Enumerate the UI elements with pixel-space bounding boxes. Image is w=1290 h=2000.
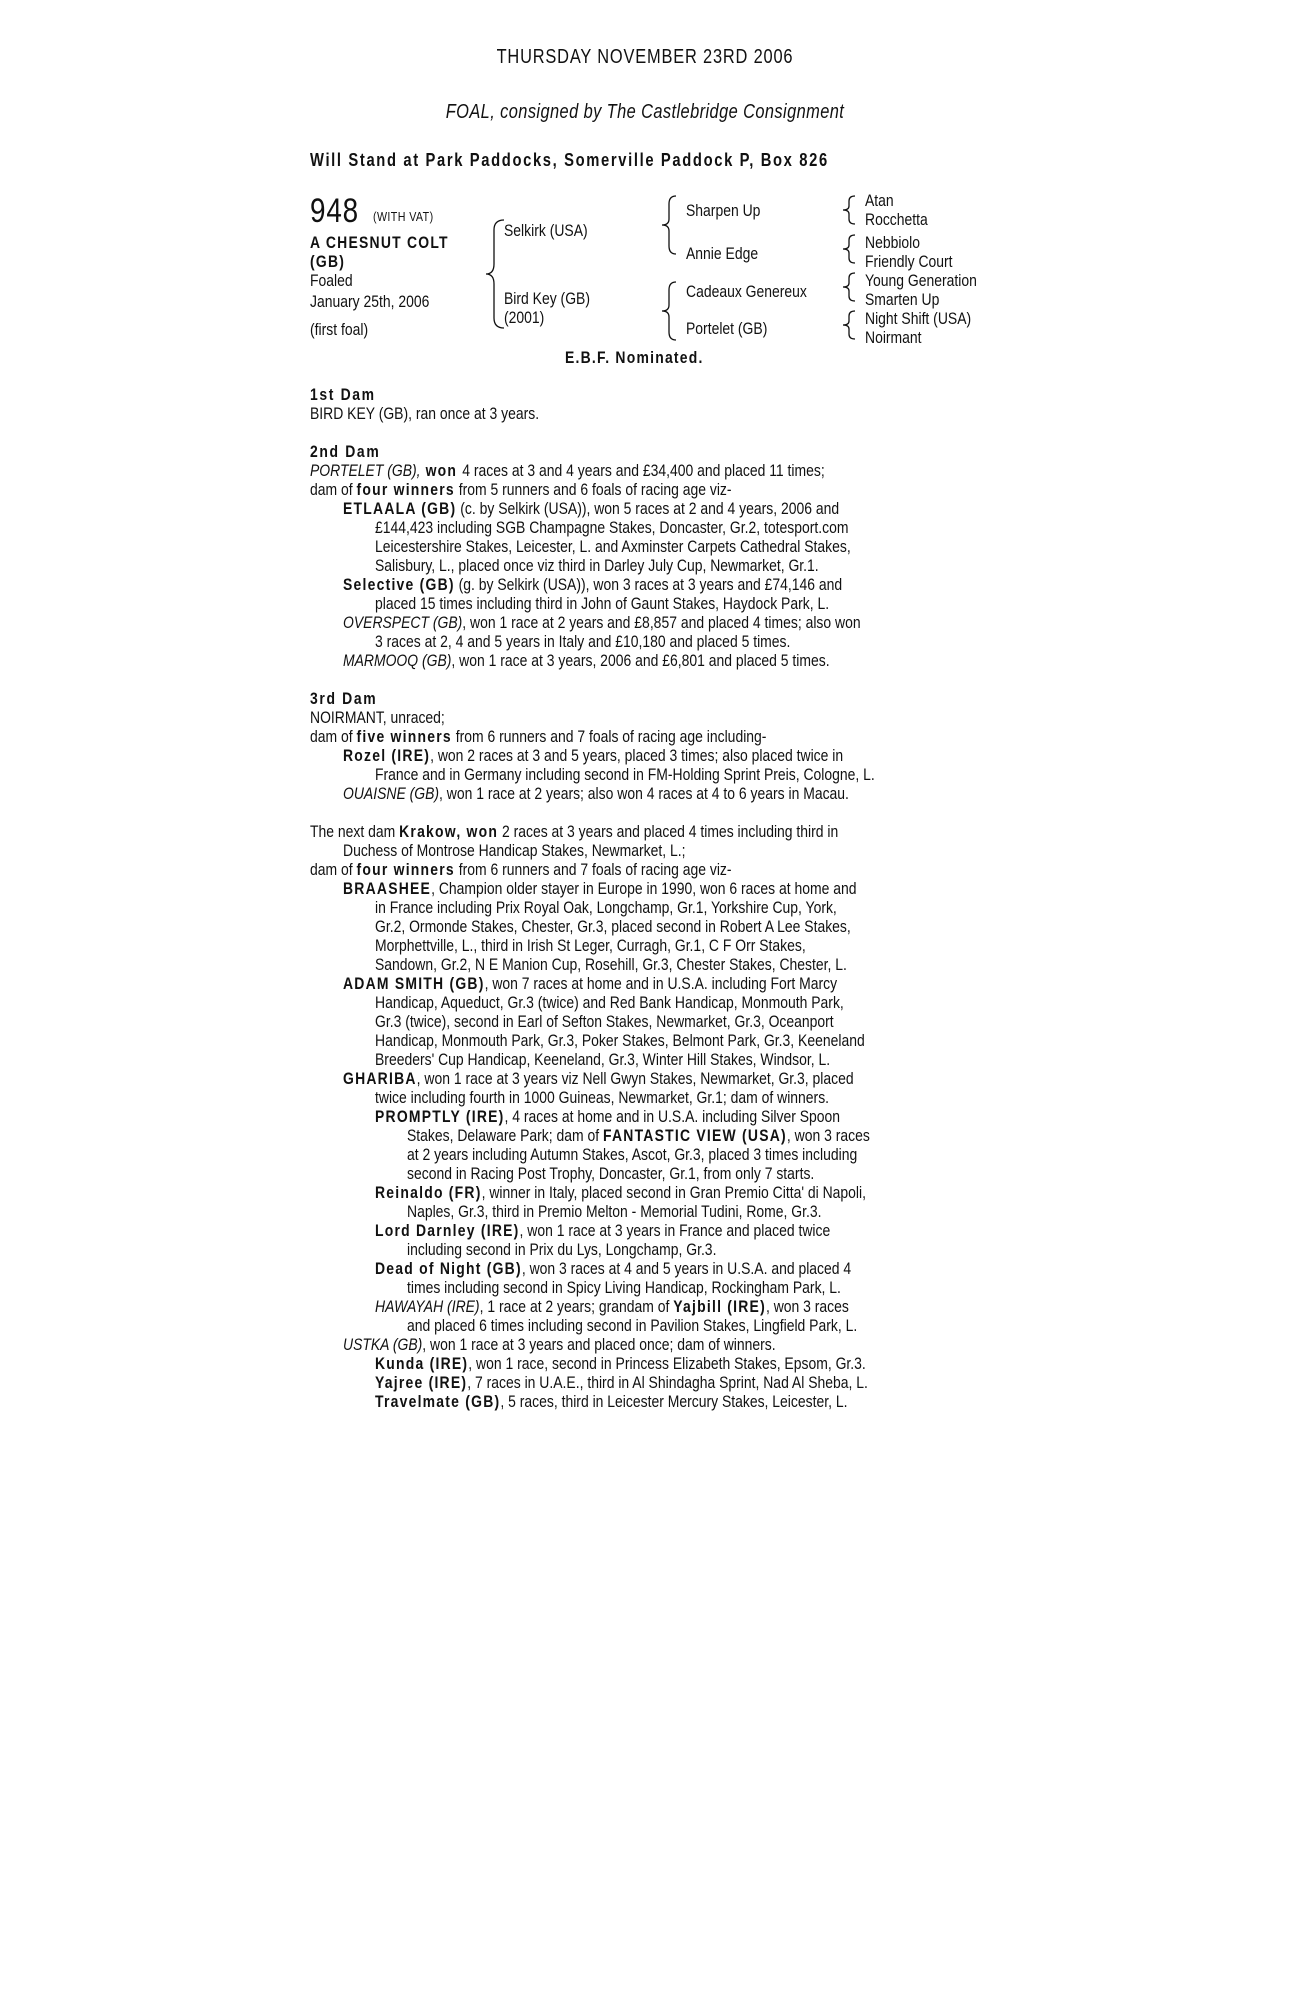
- produce-promptly-cont: Stakes, Delaware Park; dam of FANTASTIC VIEW (USA), won 3 races: [407, 1126, 870, 1145]
- first-dam-text: BIRD KEY (GB), ran once at 3 years.: [310, 404, 540, 423]
- pedigree-dam-year: (2001): [504, 308, 545, 327]
- pedigree-sire-dam: Annie Edge: [686, 244, 759, 263]
- produce-marmooq: MARMOOQ (GB), won 1 race at 3 years, 2006 and £6,801 and placed 5 times.: [343, 651, 830, 670]
- next-dam-section: [310, 822, 980, 1411]
- produce-etlaala-cont: Leicestershire Stakes, Leicester, L. and Axminster Carpets Cathedral Stakes,: [375, 537, 851, 556]
- next-dam-produce-summary: dam of four winners from 6 runners and 7 foals of racing age viz-: [310, 860, 732, 879]
- produce-dead-of-night-cont: times including second in Spicy Living Handicap, Rockingham Park, L.: [407, 1278, 841, 1297]
- produce-yajree: Yajree (IRE), 7 races in U.A.E., third in Al Shindagha Sprint, Nad Al Sheba, L.: [375, 1373, 868, 1392]
- pedigree-brace-g3: [841, 271, 857, 303]
- produce-etlaala-cont: Salisbury, L., placed once viz third in Darley July Cup, Newmarket, Gr.1.: [375, 556, 819, 575]
- pedigree-dam-sire: Cadeaux Genereux: [686, 282, 807, 301]
- third-dam-produce-summary: dam of five winners from 6 runners and 7 foals of racing age including-: [310, 727, 767, 746]
- produce-kunda: Kunda (IRE), won 1 race, second in Princess Elizabeth Stakes, Epsom, Gr.3.: [375, 1354, 866, 1373]
- produce-adam-smith-cont: Breeders' Cup Handicap, Keeneland, Gr.3, Winter Hill Stakes, Windsor, L.: [375, 1050, 831, 1069]
- lot-description-origin: (GB): [310, 252, 346, 271]
- pedigree-dam-dam: Portelet (GB): [686, 319, 768, 338]
- produce-ustka: USTKA (GB), won 1 race at 3 years and placed once; dam of winners.: [343, 1335, 776, 1354]
- produce-hawayah-cont: and placed 6 times including second in Pavilion Stakes, Lingfield Park, L.: [407, 1316, 858, 1335]
- produce-ouaisne: OUAISNE (GB), won 1 race at 2 years; also won 4 races at 4 to 6 years in Macau.: [343, 784, 849, 803]
- produce-overspect-cont: 3 races at 2, 4 and 5 years in Italy and £10,180 and placed 5 times.: [375, 632, 791, 651]
- pedigree-gs-2: Rocchetta: [865, 210, 928, 229]
- pedigree-gs-6: Smarten Up: [865, 290, 940, 309]
- produce-braashee-cont: Sandown, Gr.2, N E Manion Cup, Rosehill, Gr.3, Chester Stakes, Chester, L.: [375, 955, 847, 974]
- produce-overspect: OVERSPECT (GB), won 1 race at 2 years and £8,857 and placed 4 times; also won: [343, 613, 861, 632]
- produce-etlaala: ETLAALA (GB) (c. by Selkirk (USA)), won 5 races at 2 and 4 years, 2006 and: [343, 499, 840, 518]
- second-dam-heading: 2nd Dam: [310, 442, 381, 461]
- sale-date: THURSDAY NOVEMBER 23RD 2006: [496, 46, 794, 68]
- first-dam-heading: 1st Dam: [310, 385, 376, 404]
- pedigree-gs-8: Noirmant: [865, 328, 922, 347]
- foaled-label: Foaled: [310, 271, 353, 290]
- pedigree-gs-5: Young Generation: [865, 271, 977, 290]
- pedigree-brace-g2: [841, 233, 857, 265]
- foaled-date: January 25th, 2006: [310, 292, 430, 311]
- produce-promptly: PROMPTLY (IRE), 4 races at home and in U.S.A. including Silver Spoon: [375, 1107, 841, 1126]
- pedigree-brace-dam: [660, 280, 678, 342]
- produce-reinaldo: Reinaldo (FR), winner in Italy, placed second in Gran Premio Citta' di Napoli,: [375, 1183, 866, 1202]
- third-dam-line: NOIRMANT, unraced;: [310, 708, 445, 727]
- produce-braashee: BRAASHEE, Champion older stayer in Europe in 1990, won 6 races at home and: [343, 879, 857, 898]
- third-dam-section: [310, 689, 980, 803]
- produce-lord-darnley-cont: including second in Prix du Lys, Longchamp, Gr.3.: [407, 1240, 717, 1259]
- first-foal-note: (first foal): [310, 320, 369, 339]
- pedigree-gs-7: Night Shift (USA): [865, 309, 972, 328]
- pedigree-brace-sire: [660, 194, 678, 256]
- pedigree-brace-main: [484, 218, 506, 330]
- second-dam-section: [310, 442, 980, 670]
- pedigree-dam: Bird Key (GB): [504, 289, 590, 308]
- produce-selective-cont: placed 15 times including third in John of Gaunt Stakes, Haydock Park, L.: [375, 594, 830, 613]
- produce-rozel-cont: France and in Germany including second in FM-Holding Sprint Preis, Cologne, L.: [375, 765, 875, 784]
- pedigree-sire: Selkirk (USA): [504, 221, 588, 240]
- produce-ghariba-cont: twice including fourth in 1000 Guineas, Newmarket, Gr.1; dam of winners.: [375, 1088, 830, 1107]
- produce-adam-smith: ADAM SMITH (GB), won 7 races at home and in U.S.A. including Fort Marcy: [343, 974, 838, 993]
- pedigree-sire-sire: Sharpen Up: [686, 201, 761, 220]
- next-dam-line-cont: Duchess of Montrose Handicap Stakes, Newmarket, L.;: [343, 841, 686, 860]
- stand-location: Will Stand at Park Paddocks, Somerville Paddock P, Box 826: [310, 150, 829, 170]
- produce-travelmate: Travelmate (GB), 5 races, third in Leicester Mercury Stakes, Leicester, L.: [375, 1392, 848, 1411]
- produce-braashee-cont: Morphettville, L., third in Irish St Leger, Curragh, Gr.1, C F Orr Stakes,: [375, 936, 806, 955]
- produce-adam-smith-cont: Gr.3 (twice), second in Earl of Sefton Stakes, Newmarket, Gr.3, Oceanport: [375, 1012, 834, 1031]
- produce-promptly-cont: second in Racing Post Trophy, Doncaster, Gr.1, from only 7 starts.: [407, 1164, 815, 1183]
- vat-note: (WITH VAT): [373, 209, 434, 224]
- produce-dead-of-night: Dead of Night (GB), won 3 races at 4 and 5 years in U.S.A. and placed 4: [375, 1259, 852, 1278]
- next-dam-line: The next dam Krakow, won 2 races at 3 years and placed 4 times including third in: [310, 822, 839, 841]
- produce-reinaldo-cont: Naples, Gr.3, third in Premio Melton - Memorial Tudini, Rome, Gr.3.: [407, 1202, 822, 1221]
- produce-adam-smith-cont: Handicap, Aqueduct, Gr.3 (twice) and Red Bank Handicap, Monmouth Park,: [375, 993, 844, 1012]
- pedigree-brace-g4: [841, 309, 857, 341]
- pedigree-gs-1: Atan: [865, 191, 894, 210]
- produce-braashee-cont: Gr.2, Ormonde Stakes, Chester, Gr.3, placed second in Robert A Lee Stakes,: [375, 917, 851, 936]
- pedigree-gs-3: Nebbiolo: [865, 233, 921, 252]
- produce-etlaala-cont: £144,423 including SGB Champagne Stakes, Doncaster, Gr.2, totesport.com: [375, 518, 849, 537]
- produce-rozel: Rozel (IRE), won 2 races at 3 and 5 years, placed 3 times; also placed twice in: [343, 746, 844, 765]
- produce-braashee-cont: in France including Prix Royal Oak, Longchamp, Gr.1, Yorkshire Cup, York,: [375, 898, 837, 917]
- produce-hawayah: HAWAYAH (IRE), 1 race at 2 years; grandam of Yajbill (IRE), won 3 races: [375, 1297, 849, 1316]
- produce-ghariba: GHARIBA, won 1 race at 3 years viz Nell Gwyn Stakes, Newmarket, Gr.3, placed: [343, 1069, 854, 1088]
- pedigree-brace-g1: [841, 194, 857, 226]
- ebf-nomination: E.B.F. Nominated.: [565, 348, 704, 367]
- first-dam-section: [310, 385, 980, 423]
- pedigree-gs-4: Friendly Court: [865, 252, 953, 271]
- produce-promptly-cont: at 2 years including Autumn Stakes, Ascot, Gr.3, placed 3 times including: [407, 1145, 858, 1164]
- third-dam-heading: 3rd Dam: [310, 689, 378, 708]
- consignment-line: FOAL, consigned by The Castlebridge Consignment: [445, 101, 845, 123]
- lot-description: A CHESNUT COLT: [310, 233, 449, 252]
- produce-selective: Selective (GB) (g. by Selkirk (USA)), won 3 races at 3 years and £74,146 and: [343, 575, 843, 594]
- lot-number: 948: [310, 192, 359, 230]
- produce-adam-smith-cont: Handicap, Monmouth Park, Gr.3, Poker Stakes, Belmont Park, Gr.3, Keeneland: [375, 1031, 865, 1050]
- second-dam-produce-summary: dam of four winners from 5 runners and 6 foals of racing age viz-: [310, 480, 732, 499]
- second-dam-line: PORTELET (GB), won 4 races at 3 and 4 years and £34,400 and placed 11 times;: [310, 461, 825, 480]
- produce-lord-darnley: Lord Darnley (IRE), won 1 race at 3 years in France and placed twice: [375, 1221, 831, 1240]
